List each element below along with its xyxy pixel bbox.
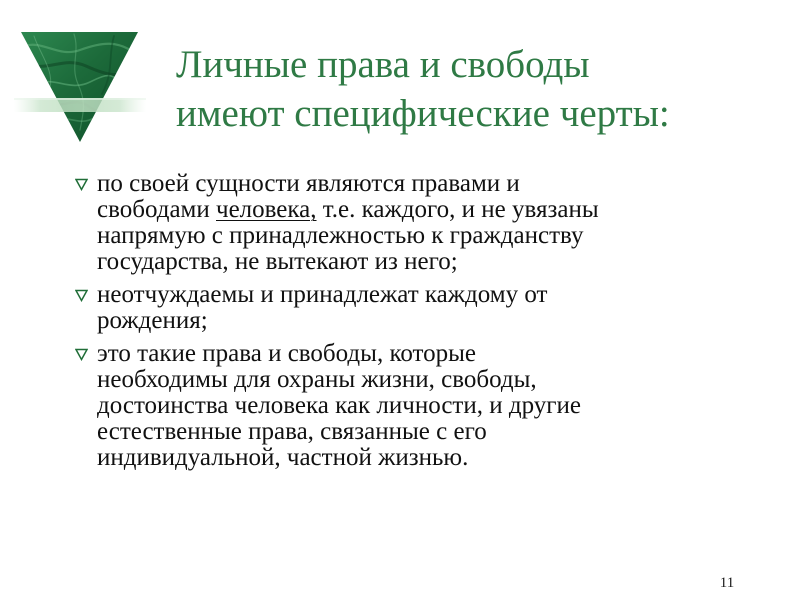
bullet-item-1	[70, 171, 760, 275]
bullet-item-3	[70, 341, 760, 471]
bullet-2-line-1: неотчуждаемы и принадлежат каждому от	[97, 281, 548, 308]
bullet-1-line-1: по своей сущности являются правами и	[97, 170, 520, 197]
bullet-3-line-3: достоинства человека как личности, и другие	[97, 392, 581, 419]
bullet-3-line-2: необходимы для охраны жизни, свободы,	[97, 366, 537, 393]
slide-title-line-2: имеют специфические черты:	[176, 92, 670, 135]
bullet-1-line-2-before: свободами	[97, 196, 216, 223]
hollow-triangle-bullet-icon	[75, 178, 88, 191]
bullet-1-line-4: государства, не вытекают из него;	[97, 248, 458, 275]
page-number: 11	[719, 575, 735, 591]
bullet-1-line-2-after: т.е. каждого, и не увязаны	[316, 196, 599, 223]
hollow-triangle-bullet-icon	[75, 348, 88, 361]
bullet-list	[70, 171, 760, 478]
hollow-triangle-bullet-icon	[75, 289, 88, 302]
bullet-1-line-2	[97, 197, 760, 223]
bullet-3-line-4: естественные права, связанные с его	[97, 418, 487, 445]
underlined-word: человека,	[216, 196, 317, 223]
bullet-3-line-1: это такие права и свободы, которые	[97, 340, 476, 367]
slide-title-line-1: Личные права и свободы	[176, 43, 590, 86]
bullet-3-line-5: индивидуальной, частной жизнью.	[97, 444, 469, 471]
bullet-2-line-2: рождения;	[97, 307, 208, 334]
green-marble-triangle-icon	[14, 26, 146, 144]
bullet-item-2	[70, 282, 760, 334]
slide-title	[176, 40, 776, 138]
bullet-1-line-3: напрямую с принадлежностью к гражданству	[97, 222, 584, 249]
